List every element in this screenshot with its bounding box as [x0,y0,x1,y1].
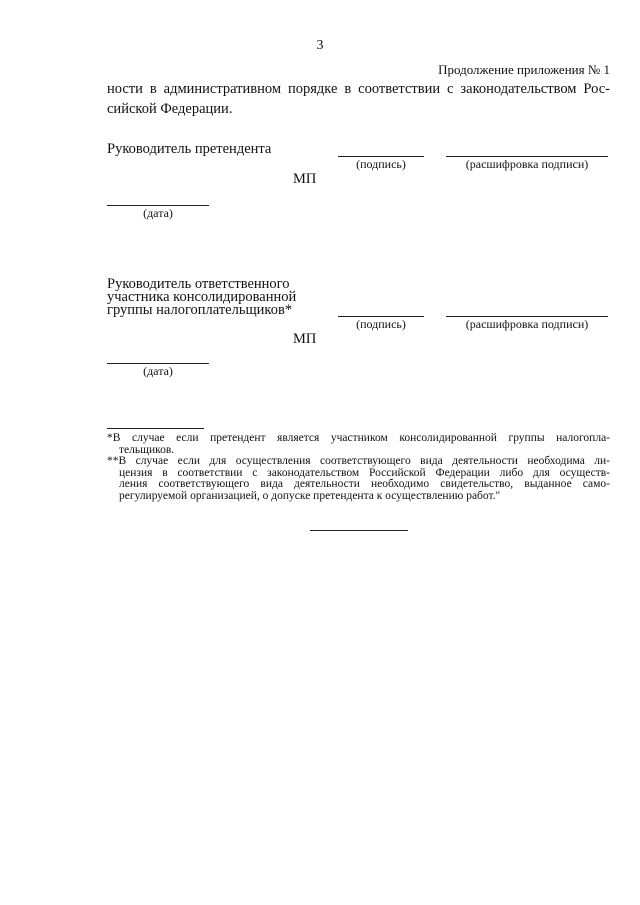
footnote-1-line-1: *В случае если претендент является участником консолидированной группы налогопла- [107,432,610,444]
stamp-mark-1: МП [293,171,317,187]
footnotes [107,433,610,502]
date-caption-2: (дата) [143,364,173,378]
role-group-head-line-1: Руководитель ответственного [107,276,290,292]
continuation-text [107,79,610,119]
continuation-line-1: ности в административном порядке в соответствии с законодательством Рос- [107,81,610,97]
footnote-2-line-4: регулируемой организацией, о допуске претендента к осуществлению работ." [119,489,501,502]
footnote-2-line-2: цензия в соответствии с законодательством Российской Федерации либо для осуществ- [119,466,610,479]
role-applicant-head: Руководитель претендента [107,141,272,157]
footnote-2 [107,456,610,502]
signature-caption-2: (подпись) [356,317,406,331]
appendix-label: Продолжение приложения № 1 [438,62,610,77]
end-of-document-line [310,530,408,531]
page-number: 3 [316,38,324,53]
continuation-line-2: сийской Федерации. [107,101,233,117]
signature-caption-1: (подпись) [356,157,406,171]
stamp-mark-2: МП [293,331,317,347]
decoding-caption-2: (расшифровка подписи) [465,317,589,331]
decoding-caption-1: (расшифровка подписи) [465,157,589,171]
footnote-2-line-3: ления соответствующего вида деятельности необходимо свидетельство, выданное само- [119,478,610,490]
footnote-1 [107,433,610,456]
role-group-head-line-2: участника консолидированной [107,289,297,305]
role-group-head-line-3: группы налогоплательщиков* [107,302,293,318]
footnote-2-line-1: **В случае если для осуществления соответствующего вида деятельности необходима ли- [107,455,610,467]
date-caption-1: (дата) [143,206,173,220]
footnote-separator [107,428,204,429]
footnote-1-line-2: тельщиков. [119,443,175,456]
